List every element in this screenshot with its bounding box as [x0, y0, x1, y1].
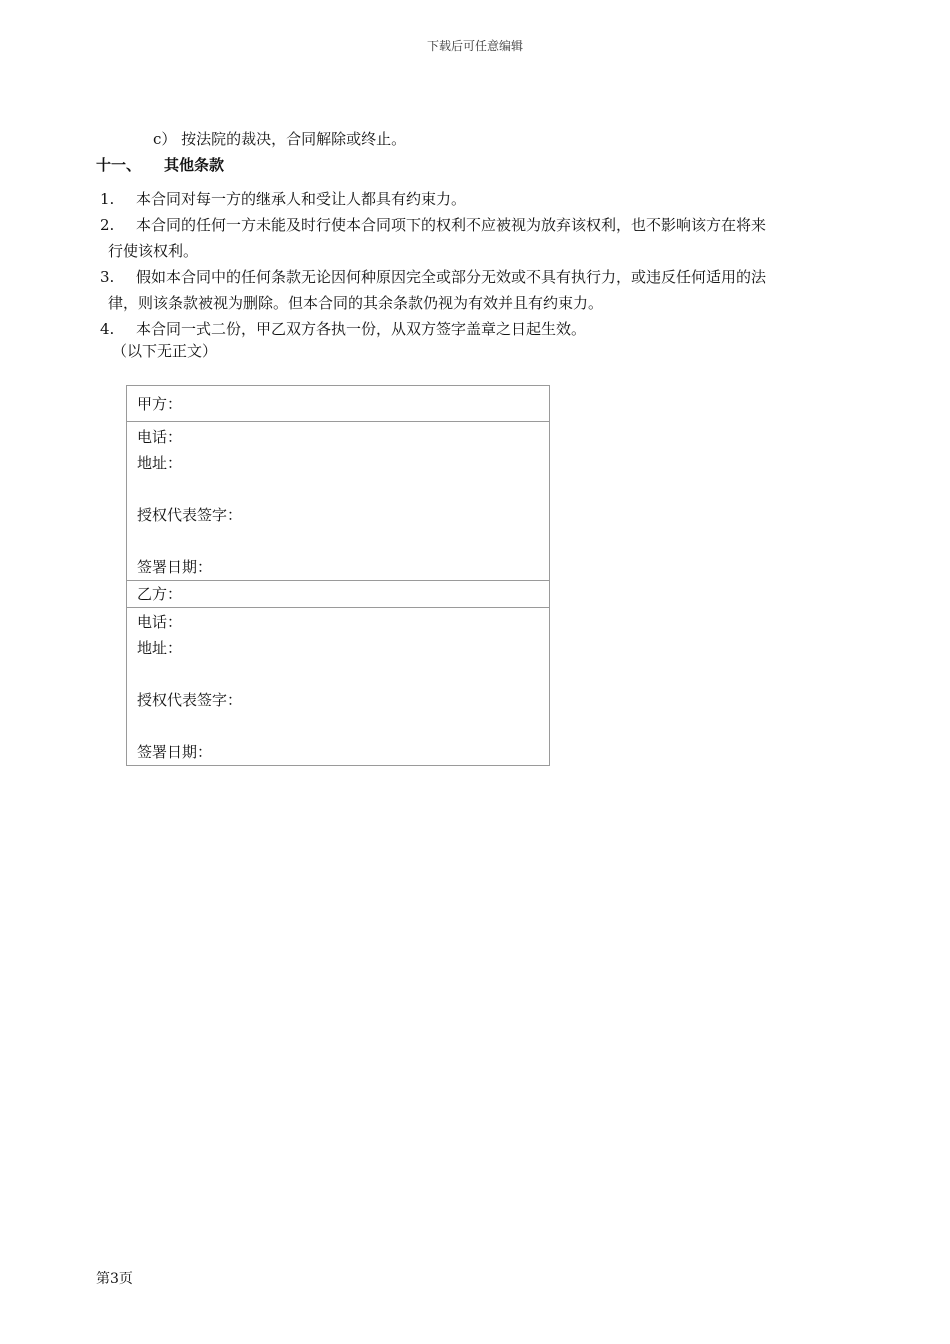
party-b-details — [127, 608, 550, 766]
section-heading — [96, 155, 224, 175]
party-b-address: 地址： — [137, 639, 183, 657]
party-b-date: 签署日期： — [137, 743, 213, 761]
party-a-address: 地址： — [137, 454, 183, 472]
party-a-date: 签署日期： — [137, 558, 213, 576]
item-number: 1. — [100, 190, 115, 208]
item-number: 4. — [100, 320, 115, 338]
party-a-label: 甲方： — [127, 386, 550, 422]
page-number: 第3页 — [96, 1271, 133, 1287]
list-item — [100, 212, 860, 264]
item-text: 本合同一式二份，甲乙双方各执一份，从双方签字盖章之日起生效。 — [136, 320, 587, 338]
party-a-phone: 电话： — [137, 428, 183, 446]
item-number: 3. — [100, 268, 115, 286]
item-text-line1: 本合同的任何一方未能及时行使本合同项下的权利不应被视为放弃该权利，也不影响该方在将来 — [136, 216, 767, 234]
item-text-line1: 假如本合同中的任何条款无论因何种原因完全或部分无效或不具有执行力，或违反任何适用的法 — [136, 268, 767, 286]
list-item — [100, 316, 860, 342]
item-text-line2: 律，则该条款被视为删除。但本合同的其余条款仍视为有效并且有约束力。 — [108, 294, 604, 312]
no-more-text: （以下无正文） — [112, 342, 218, 360]
item-text-line2: 行使该权利。 — [108, 242, 199, 260]
list-item — [100, 264, 860, 316]
section-number: 十一、 — [96, 156, 142, 174]
section-title: 其他条款 — [164, 156, 225, 174]
party-a-details — [127, 422, 550, 581]
item-number: 2. — [100, 216, 115, 234]
party-b-signature: 授权代表签字： — [137, 691, 243, 709]
clause-c: c） 按法院的裁决，合同解除或终止。 — [153, 130, 407, 148]
list-item — [100, 186, 860, 212]
party-a-signature: 授权代表签字： — [137, 506, 243, 524]
header-note: 下载后可任意编辑 — [426, 39, 523, 53]
item-text: 本合同对每一方的继承人和受让人都具有约束力。 — [136, 190, 467, 208]
party-b-phone: 电话： — [137, 613, 183, 631]
party-b-label: 乙方： — [127, 581, 550, 608]
signature-table — [126, 385, 550, 766]
